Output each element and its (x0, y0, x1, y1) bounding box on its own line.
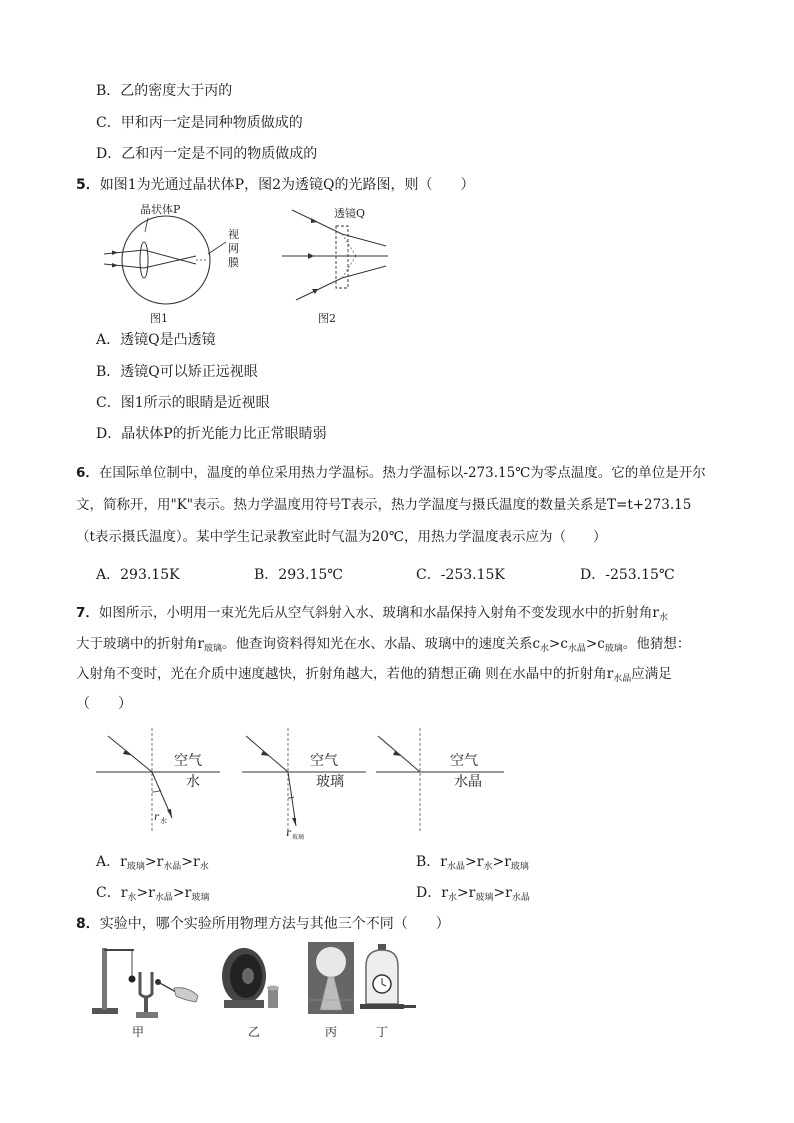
fig-glass-bottom-label: 玻璃 (316, 774, 344, 790)
subscript: 玻璃 (126, 862, 145, 872)
text-fragment: 。他猜想： (622, 636, 691, 652)
question-number: 6． (76, 465, 99, 481)
text-fragment: >r (492, 854, 511, 870)
q8-figure-tuning-fork (92, 942, 204, 1042)
fig1-retina-label-3: 膜 (228, 256, 239, 269)
text-fragment: >r (181, 854, 200, 870)
caption-bing: 丙 (325, 1025, 338, 1039)
text-fragment: >r (456, 885, 476, 901)
subscript: 水晶 (613, 674, 632, 684)
fig1-retina-label-1: 视 (228, 228, 239, 241)
text-fragment: >c (549, 636, 568, 652)
text-fragment: r (120, 854, 127, 870)
q8-figure-balloon (308, 942, 356, 1042)
text-fragment: r (441, 885, 448, 901)
fig-crystal-top-label: 空气 (450, 753, 478, 769)
subscript: 水 (199, 862, 209, 872)
q5-option-b: B．透镜Q可以矫正远视眼 (96, 364, 258, 380)
text-fragment: >c (585, 636, 605, 652)
fig1-caption: 图1 (150, 312, 168, 325)
q8-figure-speaker (214, 942, 294, 1042)
fig-glass-angle-label: r (286, 828, 291, 839)
text-fragment: 。他查询资料得知光在水、水晶、玻璃中的速度关系c (221, 636, 541, 652)
text-fragment: >r (493, 885, 512, 901)
q6-option-d: D．-253.15℃ (580, 567, 675, 583)
q6-option-a: A．293.15K (96, 567, 180, 583)
q5-option-c: C．图1所示的眼睛是近视眼 (96, 395, 270, 411)
q5-option-d: D．晶状体P的折光能力比正常眼睛弱 (96, 426, 327, 442)
q8-figure-bell-jar (358, 942, 422, 1042)
q7-option-a: A．$r_{玻璃}>r_{水晶}>r_水$ (96, 854, 209, 872)
q6-option-b: B．293.15℃ (254, 567, 343, 583)
q6-stem-line-1: 6．在国际单位制中，温度的单位采用热力学温标。热力学温标以-273.15℃为零点温度。它的单位是开尔 (76, 465, 706, 481)
subscript: 水 (483, 862, 493, 872)
text-fragment: >r (172, 885, 192, 901)
text-fragment: r (120, 885, 128, 901)
fig-glass-top-label: 空气 (310, 753, 338, 769)
subscript: 水 (540, 644, 550, 654)
fig2-caption: 图2 (318, 312, 336, 325)
subscript: 玻璃 (475, 893, 494, 903)
fig-water-angle-sub: 水 (160, 817, 167, 825)
q7-figure-glass (240, 726, 380, 842)
text-fragment: >r (465, 854, 484, 870)
subscript: 水 (127, 893, 137, 903)
q6-option-c: C．-253.15K (416, 567, 505, 583)
q7-option-b: B．$r_{水晶}>r_水>r_{玻璃}$ (416, 854, 529, 872)
text-fragment: >r (136, 885, 155, 901)
q7-stem-line-2 (76, 634, 690, 659)
q4-option-d: D．乙和丙一定是不同的物质做成的 (96, 146, 318, 162)
q7-stem-line-4: （ ） (76, 696, 132, 712)
fig1-retina-label-2: 网 (228, 242, 239, 255)
question-number: 7． (76, 605, 99, 621)
subscript: 水晶 (154, 893, 173, 903)
q7-option-d: D．$r_水>r_{玻璃}>r_{水晶}$ (416, 885, 530, 903)
fig1-lens-label: 晶状体P (140, 203, 181, 216)
q7-stem-line-3 (76, 664, 672, 689)
text-fragment: 应满足 (631, 666, 672, 682)
subscript: 玻璃 (191, 893, 210, 903)
subscript: 玻璃 (203, 644, 222, 654)
q5-figure-2-lens (278, 200, 398, 326)
subscript: 水晶 (567, 644, 586, 654)
q7-figure-water (94, 726, 234, 836)
q8-stem: 8．实验中，哪个实验所用物理方法与其他三个不同（ ） (76, 916, 450, 932)
fig-water-bottom-label: 水 (186, 774, 200, 790)
fig-crystal-bottom-label: 水晶 (454, 774, 482, 790)
subscript: 玻璃 (604, 644, 623, 654)
q7-stem-line-1: 7．如图所示，小明用一束光先后从空气斜射入水、玻璃和水晶保持入射角不变发现水中的折射角$r_水$ (76, 605, 668, 623)
q4-option-b: B．乙的密度大于丙的 (96, 83, 233, 99)
q5-stem: 5．如图1为光通过晶状体P，图2为透镜Q的光路图，则（ ） (76, 177, 475, 193)
q5-option-a: A．透镜Q是凸透镜 (96, 332, 216, 348)
text-fragment: r (440, 854, 447, 870)
caption-jia: 甲 (132, 1025, 145, 1039)
q6-stem-line-2: 文，简称开，用"K"表示。热力学温度用符号T表示，热力学温度与摄氏温度的数量关系是T=t+273.15 (76, 497, 692, 513)
question-number: 8． (76, 916, 100, 932)
question-number: 5． (76, 177, 100, 193)
fig-glass-angle-sub: 玻璃 (292, 834, 305, 841)
subscript: 水晶 (447, 862, 466, 872)
q5-figure-1-eye (96, 198, 256, 326)
q6-stem-line-3: （t表示摄氏温度）。某中学生记录教室此时气温为20℃，用热力学温度表示应为（ ） (76, 529, 607, 545)
q4-option-c: C．甲和丙一定是同种物质做成的 (96, 115, 303, 131)
text-fragment: >r (144, 854, 164, 870)
subscript: 水 (447, 893, 457, 903)
q7-figure-crystal (374, 726, 514, 836)
subscript: 水晶 (163, 862, 182, 872)
caption-ding: 丁 (376, 1025, 389, 1039)
q7-option-c: C．$r_水>r_{水晶}>r_{玻璃}$ (96, 885, 210, 903)
fig-water-angle-label: r (154, 812, 159, 823)
subscript: 玻璃 (510, 862, 529, 872)
fig2-lens-label: 透镜Q (334, 207, 366, 220)
text-fragment: 入射角不变时，光在介质中速度越快，折射角越大，若他的猜想正确 则在水晶中的折射角r (76, 666, 614, 682)
fig-water-top-label: 空气 (174, 753, 202, 769)
subscript: 水晶 (511, 893, 530, 903)
text-fragment: 大于玻璃中的折射角r (76, 636, 204, 652)
caption-yi: 乙 (248, 1025, 261, 1039)
